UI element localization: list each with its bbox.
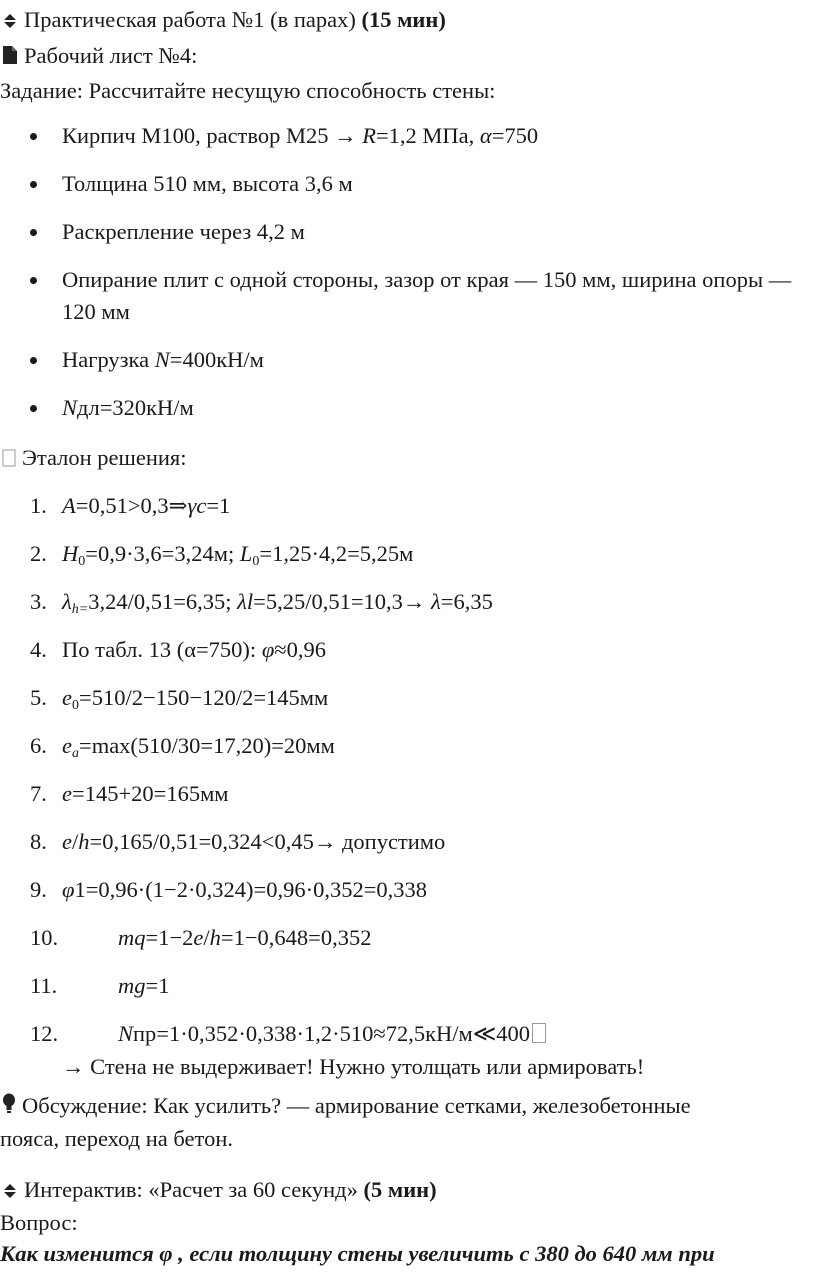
practical-title: Практическая работа №1 (в парах)	[24, 7, 356, 32]
solution-steps	[0, 490, 812, 1066]
condition-text: Толщина 510 мм, высота 3,6 м	[62, 171, 353, 196]
solution-title: Эталон решения:	[22, 445, 187, 470]
list-item	[0, 120, 812, 152]
step-number: 8.	[30, 829, 47, 854]
step-number: 3.	[30, 589, 47, 614]
interactive-title: Интерактив: «Расчет за 60 секунд»	[24, 1177, 358, 1202]
formula-part: ≈0,96	[274, 637, 326, 662]
formula-part: A	[62, 493, 76, 518]
page-icon	[2, 42, 18, 74]
formula-part: =1−2	[145, 925, 194, 950]
list-item	[0, 264, 812, 328]
symbol-n: N	[154, 347, 170, 372]
list-item	[0, 168, 812, 200]
formula-sub: 0	[72, 698, 79, 713]
formula-part: e	[193, 925, 204, 950]
list-item	[0, 538, 812, 570]
task-text: : Рассчитайте несущую способность стены:	[76, 78, 496, 103]
formula-part: e	[62, 685, 72, 710]
formula-part: =0,9·3,6=3,24м;	[85, 541, 240, 566]
list-item	[0, 586, 812, 618]
placeholder-box-icon	[2, 444, 16, 476]
worksheet-title: Рабочий лист №4	[24, 43, 192, 68]
formula-part: =6,35	[440, 589, 493, 614]
symbol-r: R	[362, 123, 376, 148]
formula-part: пр=1·0,352·0,338·1,2·510≈72,5кН/м≪400	[133, 1021, 531, 1046]
formula-part: =0,165/0,51=0,324<0,45→ допустимо	[89, 829, 446, 854]
list-item	[0, 344, 812, 376]
list-item	[0, 730, 812, 762]
formula-part: 3,24/0,51=6,35;	[88, 589, 238, 614]
formula-part: N	[118, 1021, 134, 1046]
step-number: 6.	[30, 733, 47, 758]
condition-text: =750	[491, 123, 539, 148]
list-item	[0, 874, 812, 906]
step-number: 10.	[30, 925, 59, 950]
formula-part: e	[62, 781, 72, 806]
worksheet-heading	[2, 40, 197, 74]
formula-part: =145+20=165мм	[72, 781, 229, 806]
discussion-text: Обсуждение: Как усилить? — армирование сетками, железобетонные	[22, 1093, 691, 1118]
condition-text: Опирание плит с одной стороны, зазор от края — 150 мм, ширина опоры — 120 мм	[62, 267, 792, 324]
condition-text: Нагрузка	[62, 347, 155, 372]
formula-sub: a	[72, 746, 79, 761]
formula-part: λ	[62, 589, 72, 614]
formula-sub: 0	[252, 554, 260, 569]
formula-part: =1−0,648=0,352	[220, 925, 372, 950]
interactive-time: (5 мин)	[363, 1177, 437, 1202]
list-item	[0, 970, 812, 1002]
diamond-icon	[2, 1176, 18, 1208]
formula-part: λl	[237, 589, 254, 614]
formula-part: e	[62, 733, 72, 758]
formula-part: =5,25/0,51=10,3→	[253, 589, 432, 614]
condition-text: Раскрепление через 4,2 м	[62, 219, 305, 244]
list-item	[0, 392, 812, 424]
list-item	[0, 922, 812, 954]
formula-part: =510/2−150−120/2=145мм	[79, 685, 329, 710]
step-number: 12.	[30, 1021, 59, 1046]
step-number: 11.	[30, 973, 58, 998]
step-number: 5.	[30, 685, 47, 710]
missing-glyph-icon	[532, 1023, 546, 1043]
formula-part: L	[239, 541, 253, 566]
condition-text: =1,2 МПа,	[375, 123, 480, 148]
formula-part: mg	[118, 973, 146, 998]
step-number: 7.	[30, 781, 47, 806]
formula-part: По табл. 13 (α=750):	[62, 637, 262, 662]
formula-part: /	[203, 925, 210, 950]
symbol-n: N	[62, 395, 78, 420]
formula-part: φ	[62, 877, 75, 902]
condition-text: =400кН/м	[169, 347, 264, 372]
question-text: Как изменится φ , если толщину стены увеличить с 380 до 640 мм при	[0, 1241, 715, 1266]
formula-part: λ	[431, 589, 441, 614]
step-number: 4.	[30, 637, 47, 662]
step-number: 2.	[30, 541, 47, 566]
lightbulb-icon	[2, 1092, 16, 1124]
condition-text: дл=320кН/м	[77, 395, 194, 420]
formula-part: =1	[206, 493, 231, 518]
task-line	[0, 75, 495, 107]
formula-part: =1	[145, 973, 170, 998]
formula-part: =max(510/30=17,20)=20мм	[79, 733, 335, 758]
formula-part: h	[209, 925, 221, 950]
step-number: 9.	[30, 877, 47, 902]
condition-text: Кирпич М100, раствор М25 →	[62, 123, 363, 148]
formula-part: e	[62, 829, 72, 854]
formula-part: =0,51>0,3⇒	[75, 493, 188, 518]
formula-part: φ	[261, 637, 275, 662]
worksheet-colon: :	[191, 43, 198, 68]
formula-part: /	[72, 829, 79, 854]
list-item	[0, 778, 812, 810]
formula-part: =1,25·4,2=5,25м	[259, 541, 414, 566]
formula-part: mq	[118, 925, 146, 950]
formula-part: 1=0,96·(1−2·0,324)=0,96·0,352=0,338	[74, 877, 428, 902]
formula-part: H	[62, 541, 79, 566]
symbol-alpha: α	[479, 123, 492, 148]
practical-heading	[2, 4, 446, 38]
interactive-heading	[2, 1174, 437, 1208]
step-number: 1.	[30, 493, 47, 518]
conditions-list	[0, 120, 812, 440]
solution-heading	[2, 442, 187, 476]
question-label: Вопрос:	[0, 1210, 78, 1235]
list-item	[0, 826, 812, 858]
discussion-line-1	[2, 1090, 691, 1124]
discussion-line-2: пояса, переход на бетон.	[0, 1126, 233, 1151]
formula-sub: h=	[71, 602, 89, 617]
list-item	[0, 490, 812, 522]
formula-part: γc	[187, 493, 207, 518]
conclusion: → Стена не выдерживает! Нужно утолщать или армировать!	[62, 1054, 645, 1079]
list-item	[0, 634, 812, 666]
formula-sub: 0	[78, 554, 86, 569]
formula-part: h	[78, 829, 90, 854]
list-item	[0, 216, 812, 248]
list-item	[0, 1018, 812, 1050]
practical-time: (15 мин)	[361, 7, 446, 32]
diamond-icon	[2, 6, 18, 38]
task-label: Задание	[0, 78, 77, 103]
list-item	[0, 682, 812, 714]
